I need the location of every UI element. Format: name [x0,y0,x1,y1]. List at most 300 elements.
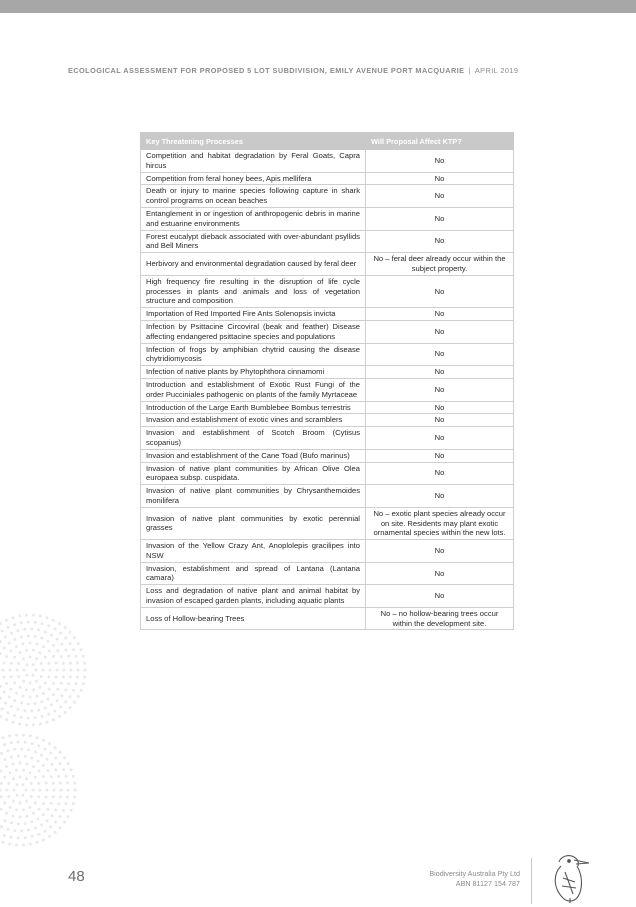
decoration-dot [2,676,5,679]
decoration-dot [41,622,44,625]
decoration-dot [8,642,11,645]
decoration-dot [54,821,57,824]
decoration-dot [48,688,51,691]
decoration-dot [50,634,53,637]
decoration-dot [46,789,49,792]
decoration-dot [37,709,40,712]
decoration-dot [29,843,32,846]
decoration-dot [27,829,30,832]
decoration-dot [0,782,3,785]
answer-cell: No [366,320,514,343]
decoration-dot [36,642,39,645]
table-row [141,540,514,563]
decoration-dot [46,808,49,811]
decoration-dot [56,649,59,652]
decoration-dot [23,628,26,631]
decoration-dot [7,711,10,714]
decoration-dot [18,723,21,726]
decoration-dot [27,748,30,751]
decoration-dot [7,626,10,629]
decoration-dot [7,782,10,785]
decoration-dot [39,789,42,792]
decoration-dot [60,643,63,646]
decoration-dot [52,682,55,685]
decoration-dot [32,674,35,677]
decoration-dot [17,823,20,826]
decoration-dot [46,616,49,619]
decoration-dot [44,748,47,751]
decoration-dot [13,656,16,659]
decoration-dot [82,655,85,658]
decoration-dot [3,646,6,649]
decoration-dot [48,649,51,652]
decoration-dot [0,808,2,811]
table-row [141,607,514,630]
decoration-dot [62,768,65,771]
decoration-dot [25,777,28,780]
decoration-dot [75,682,78,685]
decoration-dot [37,628,40,631]
answer-cell: No [366,562,514,585]
decoration-dot [69,675,72,678]
decoration-dot [3,743,6,746]
decoration-dot [25,688,28,691]
decoration-dot [80,689,83,692]
decoration-dot [50,763,53,766]
decoration-dot [5,765,8,768]
decoration-dot [25,649,28,652]
decoration-dot [34,776,37,779]
decoration-dot [63,756,66,759]
decoration-dot [60,789,63,792]
answer-cell: No [366,207,514,230]
column-header-affect: Will Proposal Affect KTP? [366,133,514,150]
decoration-dot [0,715,2,718]
footer-divider [531,858,532,904]
decoration-dot [54,746,57,749]
decoration-dot [10,741,13,744]
decoration-dot [3,691,6,694]
decoration-dot [0,622,2,625]
decoration-dot [48,835,51,838]
decoration-dot [15,808,18,811]
decoration-dot [62,809,65,812]
decoration-dot [40,675,43,678]
decoration-dot [57,802,60,805]
decoration-dot [20,716,23,719]
decoration-dot [59,762,62,765]
decoration-dot [50,802,53,805]
decoration-dot [47,640,50,643]
decoration-dot [55,662,58,665]
decoration-dot [58,715,61,718]
decoration-dot [22,783,25,786]
decoration-dot [17,629,20,632]
decoration-dot [44,631,47,634]
decoration-dot [32,765,35,768]
process-cell: Infection by Psittacine Circoviral (beak and feather) Disease affecting endangered psittacine species and populations [141,320,366,343]
decoration-dot [7,795,10,798]
decoration-dot [46,721,49,724]
decoration-dot [76,662,79,665]
decoration-dot [17,675,20,678]
decoration-dot [64,637,67,640]
decoration-dot [76,676,79,679]
decoration-dot [24,836,27,839]
answer-cell: No [366,585,514,608]
answer-cell: No [366,308,514,321]
decoration-dot [54,710,57,713]
decoration-dot [42,764,45,767]
decoration-dot [0,795,3,798]
decoration-dot [34,827,37,830]
header-date: APRIL 2019 [474,66,519,75]
decoration-dot [14,638,17,641]
decoration-dot [34,801,37,804]
decoration-dot [72,648,75,651]
decoration-dot [67,815,70,818]
decoration-dot [13,829,16,832]
decoration-dot [2,662,5,665]
decoration-dot [42,645,45,648]
decoration-dot [73,782,76,785]
decoration-dot [37,833,40,836]
process-cell: Invasion and establishment of the Cane Toad (Bufo marinus) [141,449,366,462]
company-block [380,869,520,889]
decoration-dot [22,808,25,811]
decoration-dot [32,688,35,691]
decoration-dot [37,795,40,798]
table-row [141,172,514,185]
process-cell: Herbivory and environmental degradation caused by feral deer [141,253,366,276]
decoration-dot [60,682,63,685]
decoration-dot [15,645,18,648]
decoration-dot [44,681,47,684]
decoration-dot [24,741,27,744]
decoration-dot [12,815,15,818]
decoration-dot [30,628,33,631]
decoration-dot [36,736,39,739]
decoration-dot [73,701,76,704]
decoration-dot [1,708,4,711]
answer-cell: No [366,150,514,173]
process-cell: Forest eucalypt dieback associated with over-abundant psyllids and Bell Miners [141,230,366,253]
decoration-dot [39,651,42,654]
decoration-dot [12,777,15,780]
decoration-dot [35,680,38,683]
decoration-dot [75,655,78,658]
decoration-dot [44,830,47,833]
company-name: Biodiversity Australia Pty Ltd [429,869,520,878]
decoration-dot [29,806,32,809]
decoration-dot [9,649,12,652]
decoration-dot [4,702,7,705]
process-cell: Introduction and establishment of Exotic Rust Fungi of the order Pucciniales pathogenic on plants of the family Myrtaceae [141,378,366,401]
decoration-dot [67,762,70,765]
decoration-dot [42,775,45,778]
decoration-dot [25,789,28,792]
decoration-dot [59,815,62,818]
decoration-dot [3,776,6,779]
table-row [141,366,514,379]
decoration-dot [59,795,62,798]
decoration-dot [0,685,2,688]
decoration-dot [32,649,35,652]
answer-cell: No – exotic plant species already occur on site. Residents may plant exotic ornamental species within the new lots. [366,507,514,539]
decoration-dot [63,669,66,672]
decoration-dot [64,649,67,652]
top-bar [0,0,636,13]
process-cell: Loss and degradation of native plant and animal habitat by invasion of escaped garden plants, including aquatic plants [141,585,366,608]
process-cell: Invasion, establishment and spread of Lantana (Lantana camara) [141,562,366,585]
decoration-dot [83,662,86,665]
table-row [141,207,514,230]
decoration-dot [64,701,67,704]
table-row [141,308,514,321]
process-cell: Invasion and establishment of exotic vines and scramblers [141,414,366,427]
decoration-dot [34,635,37,638]
decoration-dot [40,662,43,665]
decoration-dot [83,675,86,678]
decoration-dot [13,623,16,626]
decoration-dot [10,662,13,665]
decoration-dot [36,841,39,844]
decoration-dot [66,796,69,799]
decoration-dot [54,809,57,812]
decoration-dot [70,809,73,812]
decoration-dot [22,657,25,660]
decoration-dot [13,714,16,717]
table-row [141,585,514,608]
table-row [141,185,514,208]
decoration-dot [60,655,63,658]
answer-cell: No [366,414,514,427]
decoration-dot [27,717,30,720]
header-separator: | [468,66,471,75]
decoration-dot [77,642,80,645]
decoration-dot [44,656,47,659]
decoration-dot [55,676,58,679]
decoration-dot [22,695,25,698]
process-cell: Invasion of native plant communities by exotic perennial grasses [141,507,366,539]
decoration-dot [22,642,25,645]
decoration-dot [27,635,30,638]
decoration-dot [25,614,28,617]
decoration-dot [31,835,34,838]
decoration-dot [0,652,2,655]
decoration-dot [74,789,77,792]
decoration-dot [38,769,41,772]
decoration-dot [52,782,55,785]
decoration-dot [65,775,68,778]
decoration-dot [73,795,76,798]
decoration-dot [70,768,73,771]
decoration-dot [29,682,32,685]
decoration-dot [73,636,76,639]
process-cell: Invasion of the Yellow Crazy Ant, Anoplolepis gracilipes into NSW [141,540,366,563]
table-row [141,485,514,508]
decoration-dot [34,621,37,624]
decoration-dot [12,721,15,724]
decoration-dot [12,762,15,765]
decoration-dot [19,762,22,765]
decoration-dot [56,688,59,691]
decoration-dot [52,619,55,622]
decoration-dot [80,648,83,651]
decoration-dot [32,614,35,617]
table-row [141,449,514,462]
answer-cell: No [366,172,514,185]
decoration-dot [22,843,25,846]
decoration-dot [29,656,32,659]
decoration-dot [0,825,3,828]
decoration-dot [52,795,55,798]
decoration-dot [32,723,35,726]
decoration-dot [39,615,42,618]
decoration-dot [44,707,47,710]
decoration-dot [0,752,3,755]
decoration-dot [31,742,34,745]
decoration-dot [70,669,73,672]
decoration-dot [40,637,43,640]
decoration-dot [4,636,7,639]
decoration-dot [50,775,53,778]
decoration-dot [8,695,11,698]
answer-cell: No [366,275,514,307]
decoration-dot [52,693,55,696]
decoration-dot [17,708,20,711]
decoration-dot [19,802,22,805]
table-row [141,150,514,173]
decoration-dot [62,662,65,665]
decoration-dot [15,769,18,772]
answer-cell: No [366,462,514,485]
decoration-dot [37,782,40,785]
decoration-dot [2,736,5,739]
decoration-dot [14,699,17,702]
decoration-dot [57,775,60,778]
decoration-dot [0,769,2,772]
decoration-dot [53,789,56,792]
decoration-dot [10,705,13,708]
decoration-dot [19,776,22,779]
decoration-dot [30,795,33,798]
decoration-dot [7,828,10,831]
table-row [141,378,514,401]
decoration-dot [29,642,32,645]
decoration-dot [59,826,62,829]
process-cell: Introduction of the Large Earth Bumblebee Bombus terrestris [141,401,366,414]
decoration-dot [42,692,45,695]
decoration-dot [17,741,20,744]
decoration-dot [40,700,43,703]
decoration-dot [8,843,11,846]
decoration-dot [9,688,12,691]
decoration-dot [69,662,72,665]
decoration-dot [25,800,28,803]
process-cell: Competition and habitat degradation by Feral Goats, Capra hircus [141,150,366,173]
decoration-dot [26,674,29,677]
decoration-dot [54,757,57,760]
decoration-dot [60,694,63,697]
decoration-dot [22,769,25,772]
decoration-dot [30,710,33,713]
decoration-dot [6,789,9,792]
decoration-dot [5,655,8,658]
decoration-dot [48,742,51,745]
decoration-dot [50,703,53,706]
decoration-dot [30,757,33,760]
decoration-dot [9,771,12,774]
decoration-dot [23,669,26,672]
decoration-dot [45,782,48,785]
decoration-dot [56,638,59,641]
decoration-dot [45,796,48,799]
running-title: ECOLOGICAL ASSESSMENT FOR PROPOSED 5 LOT SUBDIVISION, EMILY AVENUE PORT MACQUARIE [68,66,465,75]
decoration-dot [29,735,32,738]
answer-cell: No [366,378,514,401]
table-header-row [141,133,514,150]
decoration-dot [47,662,50,665]
answer-cell: No [366,540,514,563]
decoration-dot [25,723,28,726]
process-cell: Importation of Red Imported Fire Ants Solenopsis invicta [141,308,366,321]
table-row [141,462,514,485]
decoration-dot [22,680,25,683]
decoration-dot [10,756,13,759]
decoration-dot [72,802,75,805]
decoration-dot [49,669,52,672]
decoration-dot [47,697,50,700]
answer-cell: No [366,485,514,508]
decoration-dot [17,837,20,840]
column-header-process: Key Threatening Processes [141,133,366,150]
table-row [141,275,514,307]
decoration-dot [13,748,16,751]
decoration-dot [42,813,45,816]
decoration-dot [13,681,16,684]
decoration-dot [17,755,20,758]
decoration-dot [41,715,44,718]
process-cell: Invasion and establishment of Scotch Broom (Cytisus scoparius) [141,427,366,450]
answer-cell: No [366,185,514,208]
decoration-dot [59,782,62,785]
answer-cell: No [366,343,514,366]
decoration-dot [15,734,18,737]
answer-cell: No [366,427,514,450]
decoration-dot [29,771,32,774]
decoration-dot [9,806,12,809]
decoration-dot [8,735,11,738]
decoration-dot [20,701,23,704]
decoration-dot [37,744,40,747]
decoration-dot [54,628,57,631]
decoration-dot [15,843,18,846]
process-cell: Invasion of native plant communities by African Olive Olea europaea subsp. cuspidata. [141,462,366,485]
decoration-dot [10,821,13,824]
decoration-dot [67,789,70,792]
decoration-dot [59,632,62,635]
decoration-dot [65,802,68,805]
process-cell: Competition from feral honey bees, Apis mellifera [141,172,366,185]
table-row [141,401,514,414]
decoration-dot [18,615,21,618]
decoration-dot [64,689,67,692]
decoration-dot [13,789,16,792]
decoration-dot [77,695,80,698]
decoration-dot [42,802,45,805]
answer-cell: No [366,230,514,253]
